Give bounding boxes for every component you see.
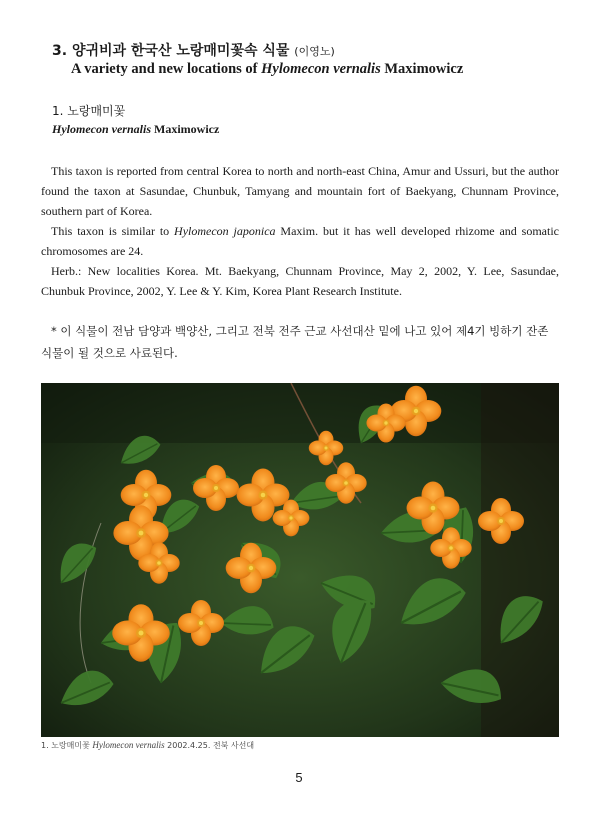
section-title-text: 양귀비과 한국산 노랑매미꽃속 식물 [71,43,290,59]
photo-caption [41,740,254,751]
paragraph-comparison [41,221,559,261]
flower-photo [41,383,559,737]
paragraph-comparison-italic: Hylomecon japonica [174,224,276,238]
flower-photo-illustration [41,383,559,737]
section-number: 3. [52,43,68,59]
section-title-ko [52,40,335,60]
section-title-en-post: Maximowicz [380,61,464,77]
section-title-en [71,61,463,78]
section-title-en-pre: A variety and new locations of [71,61,262,77]
paragraph-comparison-pre: This taxon is similar to [51,224,175,238]
subsection-title-ko: 1. 노랑매미꽃 [52,104,126,118]
caption-prefix: 1. 노랑매미꽃 [41,741,93,750]
section-author: (이영노) [294,45,335,58]
subsection-sci-author: Maximowicz [151,122,220,136]
korean-note: * 이 식물이 전남 담양과 백양산, 그리고 전북 전주 근교 사선대산 밑에 나고 있어 제4기 빙하기 잔존 식물이 될 것으로 사료된다. [41,324,549,360]
paragraph-herbarium: Herb.: New localities Korea. Mt. Baekyang, Chunnam Province, May 2, 2002, Y. Lee, Sasundae, Chunbuk Province, 2002, Y. Lee & Y. Kim, Korea Plant Research Institute. [41,264,559,298]
page-number: 5 [295,770,303,785]
subsection-sci-italic: Hylomecon vernalis [52,122,151,136]
caption-italic: Hylomecon vernalis [92,740,165,750]
paragraph-distribution: This taxon is reported from central Korea to north and north-east China, Amur and Ussuri, but the author found the taxon at Sasundae, Chunbuk, Tamyang and mountain fort of Baekyang, Chunnam Province, southern part of Korea. [41,164,559,218]
subsection-scientific-name [52,122,219,137]
caption-suffix: 2002.4.25. 전북 사선대 [164,741,255,750]
paragraph-comparison-post: Maxim. but it has well developed rhizome and somatic chromosomes are 24. [41,224,559,258]
section-title-en-italic: Hylomecon vernalis [261,61,381,77]
